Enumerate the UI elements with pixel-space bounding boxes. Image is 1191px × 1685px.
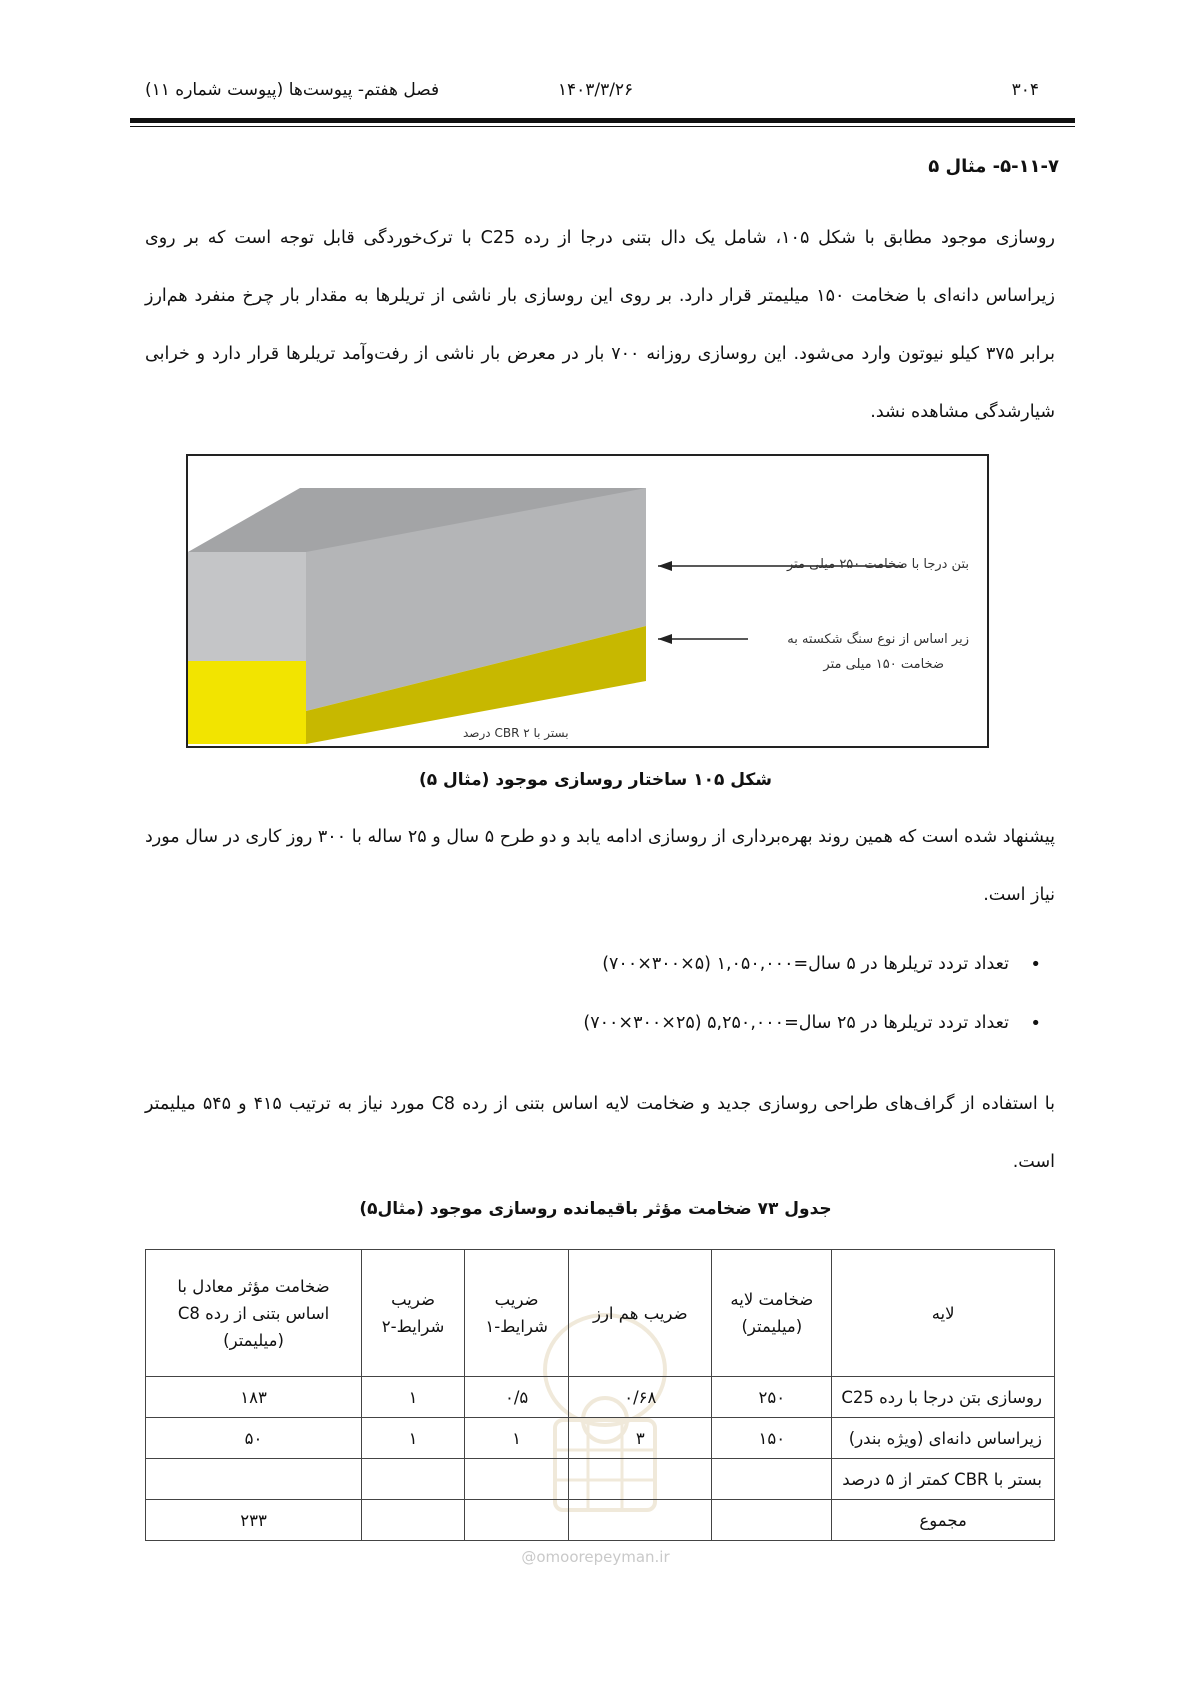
cell-equiv xyxy=(569,1459,712,1500)
bullet-1: تعداد تردد تریلرها در ۵ سال=۱,۰۵۰,۰۰۰ (۵×۳۰۰×۷۰۰) xyxy=(602,954,1009,974)
table-row xyxy=(146,1377,1055,1418)
cell-c2: ۱ xyxy=(362,1418,465,1459)
cell-thickness: ۲۵۰ xyxy=(712,1377,832,1418)
page-number: ۳۰۴ xyxy=(1011,80,1039,100)
table-caption: جدول ۷۳ ضخامت مؤثر باقیمانده روسازی موجود (مثال۵) xyxy=(359,1199,832,1219)
header-thickness: ضخامت لایه (میلیمتر) xyxy=(712,1250,832,1377)
bullet-2: تعداد تردد تریلرها در ۲۵ سال=۵,۲۵۰,۰۰۰ (۲۵×۳۰۰×۷۰۰) xyxy=(583,1013,1009,1033)
cell-eff: ۵۰ xyxy=(146,1418,362,1459)
cell-layer: بستر با CBR کمتر از ۵ درصد xyxy=(832,1459,1055,1500)
header-equivalence: ضریب هم ارز xyxy=(569,1250,712,1377)
cell-equiv: ۳ xyxy=(569,1418,712,1459)
figure-caption: شکل ۱۰۵ ساختار روسازی موجود (مثال ۵) xyxy=(418,770,773,790)
cell-c1 xyxy=(465,1459,569,1500)
label-subbase-line2: ضخامت ۱۵۰ میلی متر xyxy=(823,657,944,672)
cell-thickness: ۱۵۰ xyxy=(712,1418,832,1459)
cell-thickness xyxy=(712,1459,832,1500)
table-total-row xyxy=(146,1500,1055,1541)
bullet-dot-2: • xyxy=(1030,1013,1041,1034)
cell-eff: ۱۸۳ xyxy=(146,1377,362,1418)
label-subbase-line1: زیر اساس از نوع سنگ شکسته به xyxy=(787,632,969,647)
label-subgrade: بستر با CBR ۲ درصد xyxy=(463,726,569,740)
pavement-diagram xyxy=(188,456,987,746)
paragraph-proposal: پیشنهاد شده است که همین روند بهره‌برداری از روسازی ادامه یابد و دو طرح ۵ سال و ۲۵ ساله با ۳۰۰ روز کاری در سال مورد نیاز است. xyxy=(145,827,1055,905)
header-layer: لایه xyxy=(832,1250,1055,1377)
cell-c2 xyxy=(362,1500,465,1541)
header-effective-thickness: ضخامت مؤثر معادل با اساس بتنی از رده C8 (میلیمتر) xyxy=(146,1250,362,1377)
cell-equiv: ۰/۶۸ xyxy=(569,1377,712,1418)
table-header-row xyxy=(146,1250,1055,1377)
header-condition1: ضریب شرایط-۱ xyxy=(465,1250,569,1377)
header-rule-thin xyxy=(130,126,1075,127)
cell-total-eff: ۲۳۳ xyxy=(146,1500,362,1541)
label-concrete: بتن درجا با ضخامت ۲۵۰ میلی متر xyxy=(786,557,969,572)
section-title: ۵-۱۱-۷- مثال ۵ xyxy=(928,156,1059,177)
arrow-head-base xyxy=(658,634,672,644)
cell-c1: ۱ xyxy=(465,1418,569,1459)
cell-layer: زیراساس دانه‌ای (ویژه بندر) xyxy=(832,1418,1055,1459)
cell-eff xyxy=(146,1459,362,1500)
chapter-title: فصل هفتم- پیوست‌ها (پیوست شماره ۱۱) xyxy=(145,80,440,100)
header-condition2: ضریب شرایط-۲ xyxy=(362,1250,465,1377)
concrete-front-face xyxy=(188,552,306,661)
paragraph-design: با استفاده از گراف‌های طراحی روسازی جدید و ضخامت لایه اساس بتنی از رده C8 مورد نیاز به ترتیب ۴۱۵ و ۵۴۵ میلیمتر است. xyxy=(145,1094,1055,1172)
cell-layer: روسازی بتن درجا با رده C25 xyxy=(832,1377,1055,1418)
table-row xyxy=(146,1459,1055,1500)
cell-c2: ۱ xyxy=(362,1377,465,1418)
paragraph-intro: روسازی موجود مطابق با شکل ۱۰۵، شامل یک دال بتنی درجا از رده C25 با ترک‌خوردگی قابل توجه است که بر روی زیراساس دانه‌ای با ضخامت ۱۵۰ میلیمتر قرار دارد. بر روی این روسازی بار ناشی از تریلرها به مقدار بار چرخ منفرد هم‌ارز برابر ۳۷۵ کیلو نیوتون وارد می‌شود. این روسازی روزانه ۷۰۰ بار در معرض بار ناشی از رفت‌وآمد تریلرها قرار دارد و خرابی شیارشدگی مشاهده نشد. xyxy=(145,228,1055,422)
cell-c1: ۰/۵ xyxy=(465,1377,569,1418)
header-date: ۱۴۰۳/۳/۲۶ xyxy=(557,80,634,100)
arrow-head-top xyxy=(658,561,672,571)
cell-equiv xyxy=(569,1500,712,1541)
base-front-face xyxy=(188,661,306,744)
header-rule-thick xyxy=(130,118,1075,123)
cell-c2 xyxy=(362,1459,465,1500)
effective-thickness-table xyxy=(145,1249,1055,1541)
cell-thickness xyxy=(712,1500,832,1541)
cell-c1 xyxy=(465,1500,569,1541)
bullet-dot-1: • xyxy=(1030,954,1041,975)
cell-total-label: مجموع xyxy=(832,1500,1055,1541)
table-row xyxy=(146,1418,1055,1459)
watermark-text: @omoorepeyman.ir xyxy=(521,1548,670,1566)
